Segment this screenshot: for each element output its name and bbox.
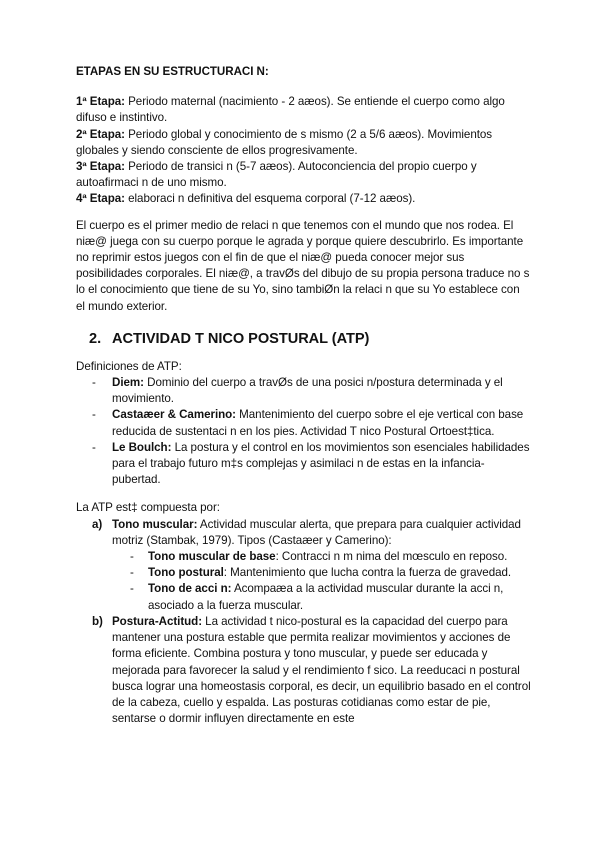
document-content — [76, 64, 531, 727]
dash-bullet: - — [92, 376, 96, 390]
dash-bullet: - — [92, 440, 96, 454]
tone-type-label: Tono de acci n: — [148, 582, 232, 596]
body-paragraph: El cuerpo es el primer medio de relaci n que tenemos con el mundo que nos rodea. El niæ@ juega con su cuerpo porque le agrada y porque quiere descubrirlo. Es importante no reprimir estos juegos con el fin de que el niæ@ pueda conocer mejor sus posibilidades corporales. El niæ@, a travØs del dibujo de su propia persona traduce no s lo el conocimiento que tiene de su Yo, sino tambiØn la relaci n que su Yo establece con el mundo exterior. — [76, 218, 530, 313]
tone-type-text: Acompaæa a la actividad muscular durante la acci n, asociado a la fuerza muscular. — [148, 582, 504, 612]
definition-item — [76, 375, 531, 407]
definition-author: Diem: — [112, 376, 144, 390]
tone-type-item — [112, 581, 531, 613]
stage-item — [76, 94, 531, 126]
tone-type-text: : Contracci n m nima del mœsculo en reposo. — [275, 550, 508, 564]
list-marker: b) — [92, 614, 103, 628]
definition-text: Dominio del cuerpo a travØs de una posici n/postura determinada y el movimiento. — [112, 376, 503, 406]
tone-type-item — [112, 549, 531, 565]
stage-text: Periodo global y conocimiento de s mismo (2 a 5/6 aæos). Movimientos globales y siendo consciente de ellos progresivamente. — [76, 127, 493, 157]
component-item — [76, 614, 531, 727]
definition-item — [76, 407, 531, 439]
dash-bullet: - — [130, 566, 134, 580]
definition-text: La postura y el control en los movimientos son esenciales habilidades para el trabajo futuro m‡s complejas y asimilaci n de estas en la infancia-pubertad. — [112, 440, 530, 487]
stage-item — [76, 191, 531, 207]
heading-number: 2. — [89, 330, 102, 347]
stage-item — [76, 127, 531, 159]
dash-bullet: - — [130, 550, 134, 564]
component-text: La actividad t nico-postural es la capacidad del cuerpo para mantener una postura estable que permita realizar movimientos y acciones de forma eficiente. Combina postura y tono muscular, y puede ser educada y mejorada para favorecer la salud y el rendimiento f sico. La reeducaci n postural busca lograr una homeostasis corporal, es decir, un equilibrio basado en el control de la cabeza, cuello y espalda. Las posturas cotidianas como estar de pie, sentarse o dormir influyen directamente en este — [112, 614, 531, 726]
list-marker: a) — [92, 517, 103, 531]
section-heading — [89, 329, 531, 349]
stage-label: 1ª Etapa: — [76, 95, 125, 109]
tone-type-text: : Mantenimiento que lucha contra la fuerza de gravedad. — [223, 566, 512, 580]
stage-list — [76, 94, 531, 207]
tone-type-label: Tono postural — [148, 566, 224, 580]
component-text: Actividad muscular alerta, que prepara para cualquier actividad motriz (Stambak, 1979). Tipos (Castaæer y Camerino): — [112, 517, 521, 547]
definition-text: Mantenimiento del cuerpo sobre el eje vertical con base reducida de sustentaci n en los pies. Actividad T nico Postural Ortoest‡tica. — [112, 408, 524, 438]
component-label: Tono muscular: — [112, 517, 198, 531]
section-title: ETAPAS EN SU ESTRUCTURACI N: — [76, 65, 269, 78]
definitions-list — [76, 375, 531, 488]
component-item — [76, 517, 531, 614]
stage-label: 2ª Etapa: — [76, 127, 125, 141]
stage-text: Periodo de transici n (5-7 aæos). Autoconciencia del propio cuerpo y autoafirmaci n de uno mismo. — [76, 160, 477, 190]
definition-item — [76, 440, 531, 489]
stage-text: elaboraci n definitiva del esquema corporal (7-12 aæos). — [124, 192, 416, 206]
stage-label: 3ª Etapa: — [76, 160, 125, 174]
definition-author: Castaæer & Camerino: — [112, 408, 236, 422]
tone-types-list — [112, 549, 531, 614]
definition-author: Le Boulch: — [112, 440, 172, 454]
tone-type-item — [112, 565, 531, 581]
component-label: Postura-Actitud: — [112, 614, 203, 628]
atp-intro: La ATP est‡ compuesta por: — [76, 501, 220, 515]
definitions-intro: Definiciones de ATP: — [76, 359, 182, 373]
stage-text: Periodo maternal (nacimiento - 2 aæos). Se entiende el cuerpo como algo difuso e instintivo. — [76, 95, 505, 125]
stage-label: 4ª Etapa: — [76, 192, 125, 206]
stage-item — [76, 159, 531, 191]
tone-type-label: Tono muscular de base — [148, 550, 276, 564]
dash-bullet: - — [92, 408, 96, 422]
dash-bullet: - — [130, 582, 134, 596]
components-list — [76, 517, 531, 728]
heading-text: ACTIVIDAD T NICO POSTURAL (ATP) — [112, 330, 370, 347]
